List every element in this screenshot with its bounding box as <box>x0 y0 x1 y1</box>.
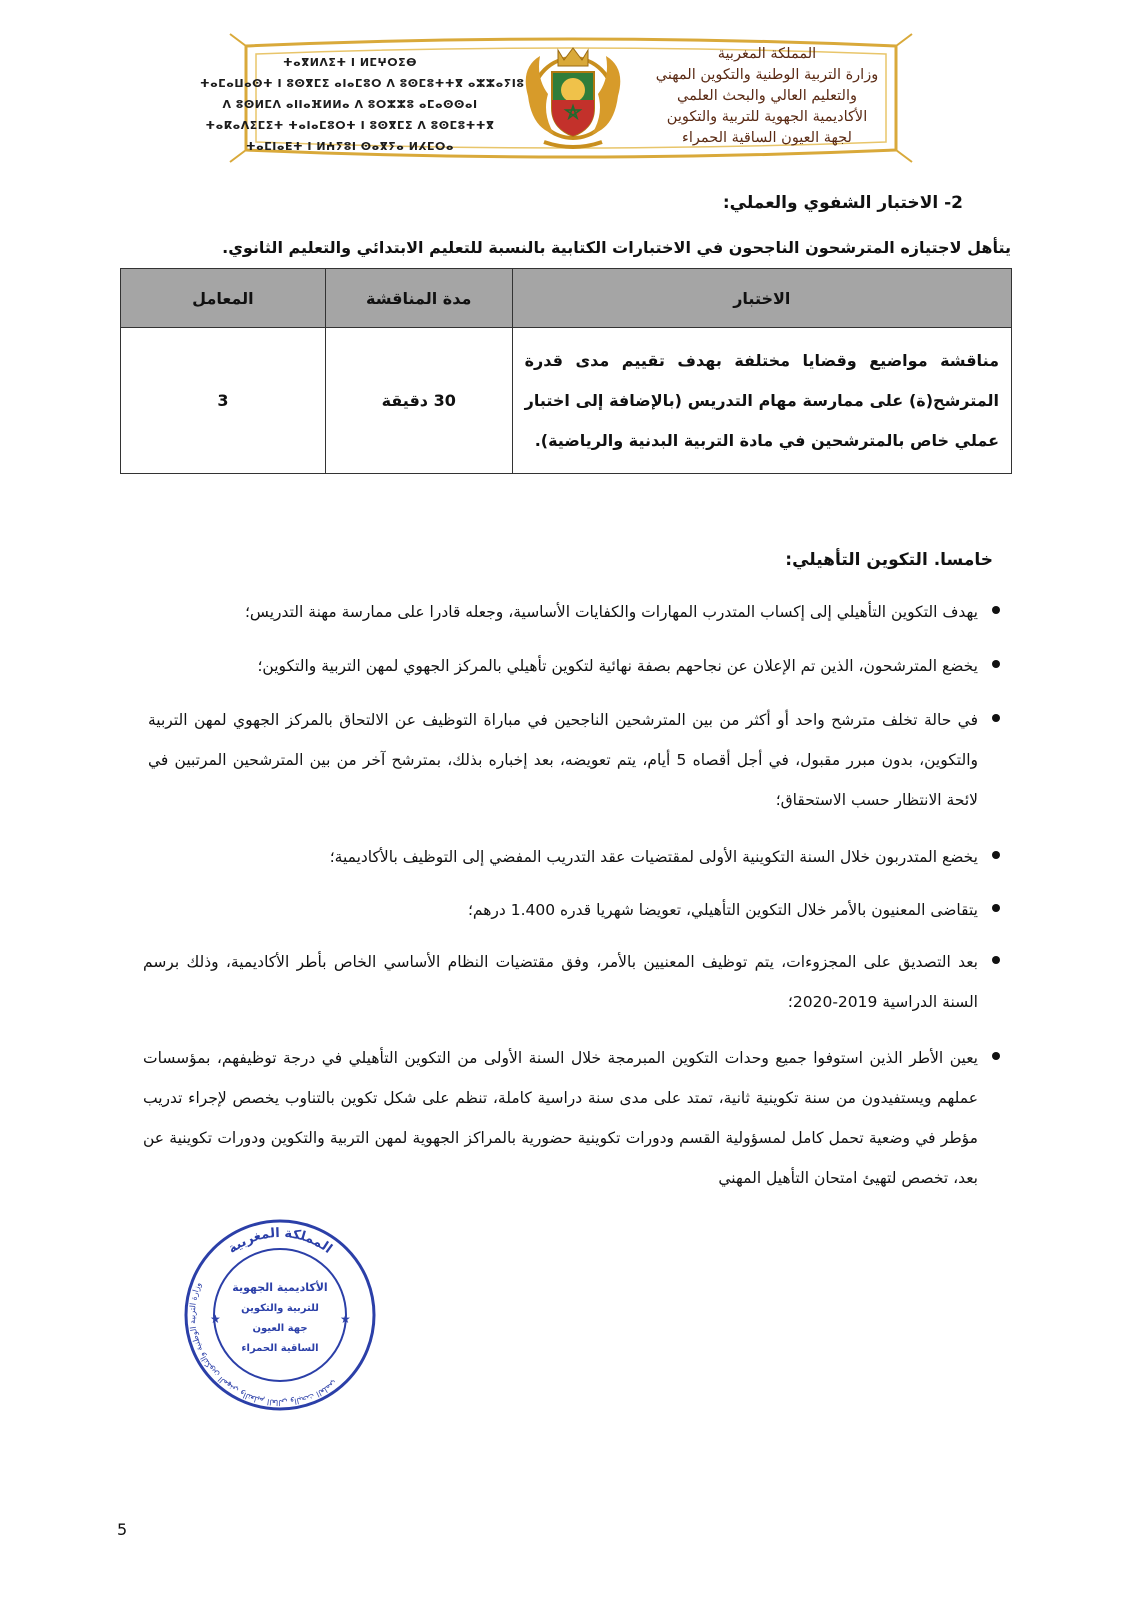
bullet-icon <box>992 606 1000 614</box>
exam-description: مناقشة مواضيع وقضايا مختلفة بهدف تقييم مدى قدرة المترشح(ة) على ممارسة مهام التدريس (بالإضافة إلى اختبار عملي خاص بالمترشحين في مادة التربية البدنية والرياضية). <box>512 328 1011 474</box>
section-title: 2- الاختبار الشفوي والعملي: <box>722 193 963 213</box>
arabic-header-line: وزارة التربية الوطنية والتكوين المهني <box>655 67 879 83</box>
exam-coefficient: 3 <box>121 328 326 474</box>
arabic-header-line: الأكاديمية الجهوية للتربية والتكوين <box>666 109 868 125</box>
section-title: خامسا. التكوين التأهيلي: <box>785 550 993 570</box>
exam-table <box>120 268 1012 474</box>
bullet-icon <box>992 714 1000 722</box>
page-number: 5 <box>117 1520 128 1539</box>
bullet-icon <box>992 956 1000 964</box>
list-item-text: يخضع المترشحون، الذين تم الإعلان عن نجاحهم بصفة نهائية لتكوين تأهيلي بالمركز الجهوي لمهن التربية والتكوين؛ <box>257 657 978 675</box>
stamp-inner-line: جهة العيون <box>252 1323 308 1334</box>
table-header-cell: مدة المناقشة <box>325 269 512 328</box>
section-intro: يتأهل لاجتيازه المترشحون الناجحون في الاختبارات الكتابية بالنسبة للتعليم الابتدائي والتعليم الثانوي. <box>222 238 1011 257</box>
stamp-inner-line: الأكاديمية الجهوية <box>232 1281 328 1294</box>
list-item <box>163 890 978 930</box>
stamp-inner-line: للتربية والتكوين <box>241 1303 319 1314</box>
stamp-ring-text: وزارة التربية الوطنية والتكوين المهني والتعليم العالي والبحث العلمي <box>187 1280 339 1408</box>
bullet-icon <box>992 1052 1000 1060</box>
arabic-header-line: لجهة العيون الساقية الحمراء <box>682 130 852 146</box>
list-item <box>143 942 978 1022</box>
arabic-header-line: المملكة المغربية <box>717 46 817 62</box>
list-item-text: بعد التصديق على المجزوءات، يتم توظيف المعنيين بالأمر، وفق مقتضيات النظام الأساسي الخاص بأطر الأكاديمية، وذلك برسم السنة الدراسية 2019-2020؛ <box>143 953 978 1011</box>
table-header-cell: المعامل <box>121 269 326 328</box>
table-header-row <box>121 269 1012 328</box>
tifinagh-header <box>200 52 525 157</box>
bullet-icon <box>992 660 1000 668</box>
list-item-text: يهدف التكوين التأهيلي إلى إكساب المتدرب المهارات والكفايات الأساسية، وجعله قادرا على ممارسة مهنة التدريس؛ <box>245 603 978 621</box>
list-item <box>163 592 978 632</box>
table-row <box>121 328 1012 474</box>
list-item <box>163 646 978 686</box>
tifinagh-line: ⵜⴰⵎⵏⴰⴹⵜ ⵏ ⵍⵄⵢⵓⵏ ⵙⴰⴳⵢⴰ ⵍⵃⵎⵔⴰ <box>245 140 455 153</box>
list-item-text: يتقاضى المعنيون بالأمر خلال التكوين التأهيلي، تعويضا شهريا قدره 1.400 درهم؛ <box>468 901 978 919</box>
stamp-outer-text: المملكة المغربية <box>225 1225 335 1257</box>
tifinagh-line: ⵜⴰⵎⴰⵡⴰⵙⵜ ⵏ ⵓⵙⴳⵎⵉ ⴰⵏⴰⵎⵓⵔ ⴷ ⵓⵙⵎⵓⵜⵜⴳ ⴰⵣⵣⴰⵢⵏⵓ <box>200 77 525 90</box>
official-stamp <box>180 1215 380 1415</box>
coat-of-arms-icon <box>514 38 632 156</box>
tifinagh-line: ⵜⴰⴽⴰⴷⵉⵎⵉⵜ ⵜⴰⵏⴰⵎⵓⵔⵜ ⵏ ⵓⵙⴳⵎⵉ ⴷ ⵓⵙⵎⵓⵜⵜⴳ <box>205 119 495 132</box>
list-item <box>163 837 978 877</box>
star-icon: ★ <box>340 1312 351 1326</box>
tifinagh-line: ⵜⴰⴳⵍⴷⵉⵜ ⵏ ⵍⵎⵖⵔⵉⴱ <box>282 56 417 69</box>
list-item <box>143 1038 978 1198</box>
star-icon: ★ <box>210 1312 221 1326</box>
stamp-inner-line: الساقية الحمراء <box>241 1343 319 1354</box>
list-item-text: يخضع المتدربون خلال السنة التكوينية الأولى لمقتضيات عقد التدريب المفضي إلى التوظيف بالأكاديمية؛ <box>329 848 978 866</box>
bullet-icon <box>992 904 1000 912</box>
arabic-header-line: والتعليم العالي والبحث العلمي <box>677 88 857 104</box>
list-item-text: في حالة تخلف مترشح واحد أو أكثر من بين المترشحين الناجحين في مباراة التوظيف عن الالتحاق بالمركز الجهوي لمهن التربية والتكوين، بدون مبرر مقبول، في أجل أقصاه 5 أيام، يتم تعويضه، بعد إخباره بذلك، بمترشح آخر من بين المترشحين المرتبين في لائحة الانتظار حسب الاستحقاق؛ <box>148 711 978 809</box>
arabic-header <box>632 44 902 149</box>
exam-duration: 30 دقيقة <box>325 328 512 474</box>
bullet-icon <box>992 851 1000 859</box>
list-item-text: يعين الأطر الذين استوفوا جميع وحدات التكوين المبرمجة خلال السنة الأولى من التكوين التأهيلي في درجة توظيفهم، بمؤسسات عملهم ويستفيدون من سنة تكوينية ثانية، تمتد على مدى سنة دراسية كاملة، تنظم على شكل تكوين بالتناوب يخصص لإجراء تدريب مؤطر في وضعية تحمل كامل لمسؤولية القسم ودورات تكوينية حضورية بالمراكز الجهوية لمهن التربية والتكوين ودورات تكوينية عن بعد، تخصص لتهيئ امتحان التأهيل المهني <box>143 1049 978 1187</box>
tifinagh-line: ⴷ ⵓⵙⵍⵎⴷ ⴰⵏⵏⴰⴼⵍⵍⴰ ⴷ ⵓⵔⵣⵣⵓ ⴰⵎⴰⵙⵙⴰⵏ <box>222 98 478 111</box>
table-header-cell: الاختبار <box>512 269 1011 328</box>
list-item <box>148 700 978 820</box>
